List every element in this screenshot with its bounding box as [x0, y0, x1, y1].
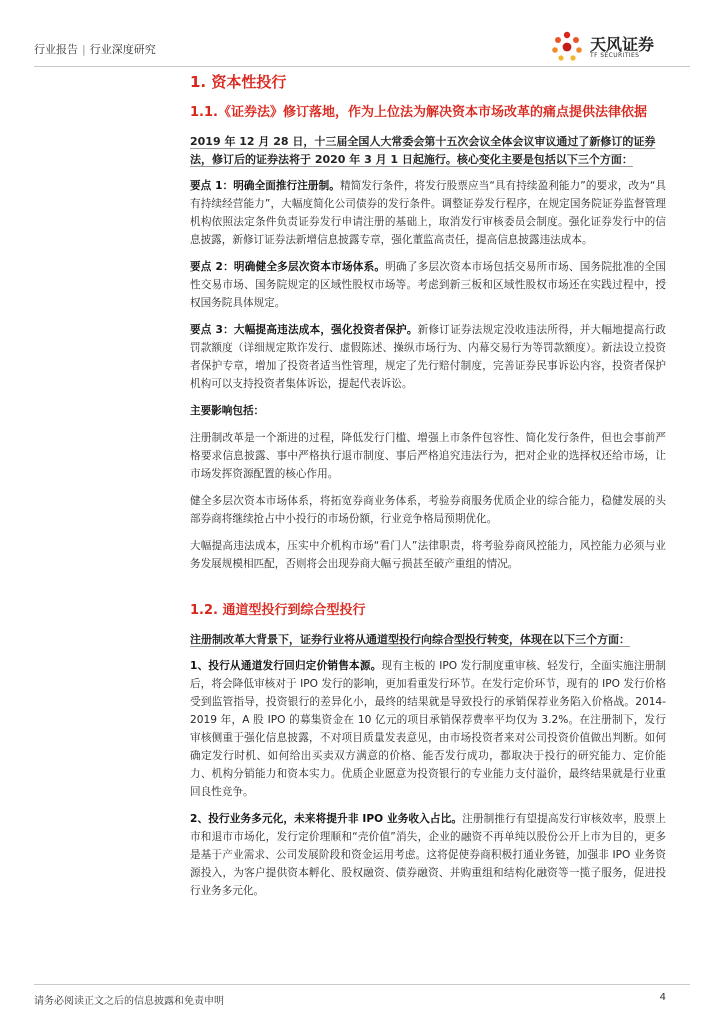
transition-point-2-heading: 2、投行业务多元化，未来将提升非 IPO 业务收入占比。 [190, 813, 463, 825]
footer-divider [34, 984, 690, 985]
key-point-1-heading: 要点 1：明确全面推行注册制。 [190, 180, 340, 192]
subsection-title-2: 1.2. 通道型投行到综合型投行 [190, 603, 366, 618]
subsection-title: 1.1.《证券法》修订落地，作为上位法为解决资本市场改革的痛点提供法律依据 [190, 105, 647, 120]
transition-point-1-heading: 1、投行从通道发行回归定价销售本源。 [190, 660, 382, 672]
header-divider [34, 66, 690, 67]
logo-text-cn: 天风证券 [590, 35, 655, 54]
report-subtype: 行业深度研究 [89, 43, 156, 56]
tf-securities-logo-icon [550, 30, 584, 64]
page-header [34, 30, 690, 64]
report-type: 行业报告 [34, 43, 78, 56]
company-logo [550, 30, 690, 64]
footer-disclaimer: 请务必阅读正文之后的信息披露和免责申明 [34, 996, 224, 1007]
report-category [34, 41, 156, 57]
impact-paragraph-2: 健全多层次资本市场体系，将拓宽券商业务体系，考验券商服务优质企业的综合能力，稳健发展的头部券商将继续抢占中小投行的市场份额，行业竞争格局预期优化。 [190, 495, 666, 525]
header-separator: | [82, 43, 86, 56]
section-spacer [190, 582, 666, 600]
lead-paragraph: 2019 年 12 月 28 日，十三届全国人大常委会第十五次会议全体会议审议通过了新修订的证券法，修订后的证券法将于 2020 年 3 月 1 日起施行。核心变化主要是包括以下三个方面： [190, 135, 656, 166]
key-point-3-heading: 要点 3：大幅提高违法成本，强化投资者保护。 [190, 324, 418, 336]
key-point-3 [190, 321, 666, 393]
report-body [190, 72, 666, 909]
transition-point-2 [190, 810, 666, 900]
transition-point-1 [190, 657, 666, 801]
key-point-2-heading: 要点 2：明确健全多层次资本市场体系。 [190, 261, 386, 273]
key-point-2-body: 明确了多层次资本市场包括交易所市场、国务院批准的全国性交易市场、国务院规定的区域性股权市场等。考虑到新三板和区域性股权市场还在实践过程中，授权国务院具体规定。 [190, 261, 666, 309]
page-number: 4 [659, 992, 666, 1003]
key-point-3-body: 新修订证券法规定没收违法所得，并大幅地提高行政罚款额度（详细规定欺诈发行、虚假陈述、操纵市场行为、内幕交易行为等罚款额度）。新法设立投资者保护专章，增加了投资者适当性管理，规定了先行赔付制度，完善证券民事诉讼内容，投资者保护机构可以支持投资者集体诉讼，提起代表诉讼。 [190, 324, 666, 390]
key-point-1 [190, 177, 666, 249]
section-title: 1. 资本性投行 [190, 73, 287, 91]
impact-heading-text: 主要影响包括： [190, 405, 265, 417]
logo-text-en: TF SECURITIES [590, 52, 640, 59]
lead-paragraph-2: 注册制改革大背景下，证券行业将从通道型投行向综合型投行转变，体现在以下三个方面： [190, 633, 630, 646]
impact-paragraph-3: 大幅提高违法成本，压实中介机构市场“看门人”法律职责，将考验券商风控能力，风控能力必须与业务发展规模相匹配，否则将会出现券商大幅亏损甚至破产重组的情况。 [190, 540, 666, 570]
key-point-2 [190, 258, 666, 312]
transition-point-1-body: 现有主板的 IPO 发行制度重审核、轻发行，全面实施注册制后，将会降低审核对于 IPO 发行的影响，更加看重发行环节。在发行定价环节，现有的 IPO 发行价格受到监管指导，投资银行的差异化小，最终的结果就是导致投行的承销保荐业务陷入价格战。2014-2019 年，A 股 IPO 的募集资金在 10 亿元的项目承销保荐费率平均仅为 3.2%。在注册制下，发行审核侧重于强化信息披露，不对项目质量发表意见，由市场投资者来对公司投资价值做出判断。如何确定发行时机、如何给出买卖双方满意的价格、能否发行成功，都取决于投行的研究能力、定价能力、机构分销能力和资本实力。优质企业愿意为投资银行的专业能力支付溢价，最终结果就是行业重回良性竞争。 [190, 660, 666, 798]
key-point-1-body: 精简发行条件，将发行股票应当“具有持续盈利能力”的要求，改为“具有持续经营能力”，大幅度简化公司债券的发行条件。调整证券发行程序，在规定国务院证券监督管理机构依照法定条件负责证券发行申请注册的基础上，取消发行审核委员会制度。强化证券发行中的信息披露，新修订证券法新增信息披露专章，强化董监高责任，提高信息披露违法成本。 [190, 180, 666, 246]
transition-point-2-body: 注册制推行有望提高发行审核效率，股票上市和退市市场化，发行定价理顺和“壳价值”消失，企业的融资不再单纯以股份公开上市为目的，更多是基于产业需求、公司发展阶段和资金运用考虑。这将促使券商积极打通业务链，加强非 IPO 业务资源投入，为客户提供资本孵化、股权融资、债券融资、并购重组和结构化融资等一揽子服务，促进投行业务多元化。 [190, 813, 666, 897]
impact-heading [190, 402, 666, 420]
impact-paragraph-1: 注册制改革是一个渐进的过程，降低发行门槛、增强上市条件包容性、简化发行条件，但也会事前严格要求信息披露、事中严格执行退市制度、事后严格追究违法行为，把对企业的选择权还给市场，让市场发挥资源配置的核心作用。 [190, 432, 666, 480]
